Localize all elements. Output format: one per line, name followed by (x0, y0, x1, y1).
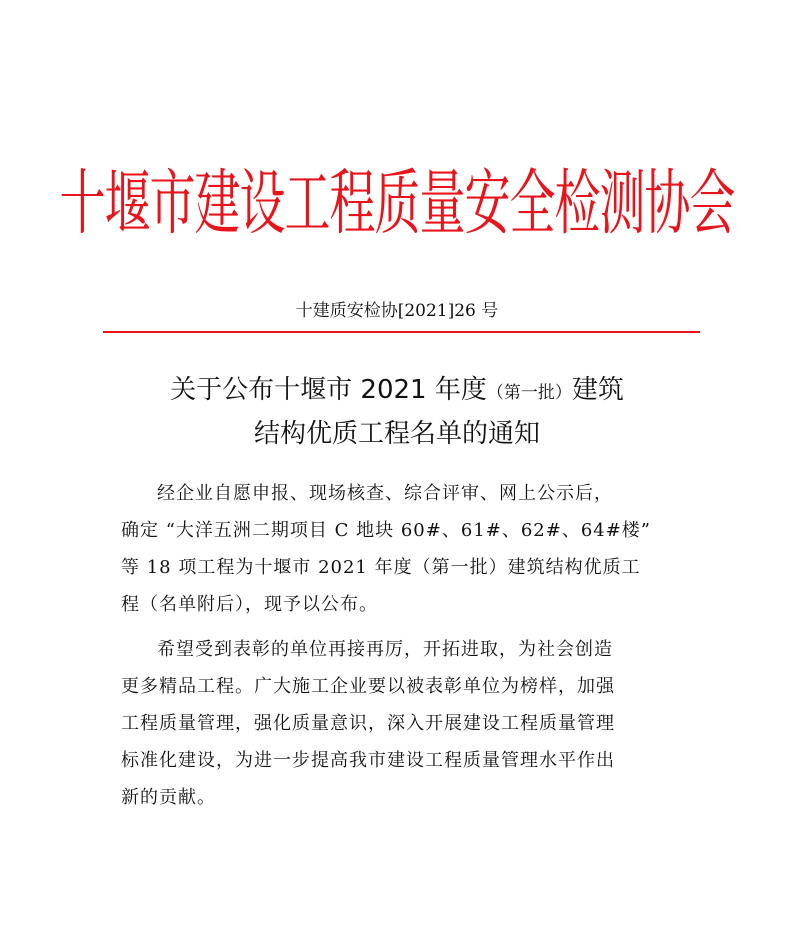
body-paragraph-2 (121, 631, 677, 816)
document-number: 十建质安检协[2021]26 号 (295, 301, 499, 321)
notice-title-line-1 (0, 373, 794, 410)
paragraph-line: 经企业自愿申报、现场核查、综合评审、网上公示后， (157, 483, 613, 504)
title-batch-note: （第一批） (486, 383, 572, 403)
paragraph-line: 希望受到表彰的单位再接再厉，开拓进取，为社会创造 (157, 639, 613, 660)
paragraph-line: 更多精品工程。广大施工企业要以被表彰单位为榜样，加强 (121, 676, 615, 697)
paragraph-line: 标准化建设，为进一步提高我市建设工程质量管理水平作出 (121, 750, 615, 771)
title-part-b: 建筑 (571, 375, 624, 405)
notice-title-line-2: 结构优质工程名单的通知 (253, 419, 540, 449)
paragraph-line: 确定 “大洋五洲二期项目 C 地块 60#、61#、62#、64#楼” (121, 520, 652, 541)
title-part-a: 关于公布十堰市 2021 年度 (170, 375, 487, 405)
paragraph-line: 程（名单附后），现予以公布。 (121, 594, 378, 615)
organization-header: 十堰市建设工程质量安全检测协会 (59, 160, 735, 245)
paragraph-line: 工程质量管理，强化质量意识，深入开展建设工程质量管理 (121, 713, 615, 734)
red-divider (103, 331, 700, 333)
paragraph-line: 新的贡献。 (121, 787, 216, 808)
body-paragraph-1 (121, 475, 677, 623)
paragraph-line: 等 18 项工程为十堰市 2021 年度（第一批）建筑结构优质工 (121, 557, 641, 578)
